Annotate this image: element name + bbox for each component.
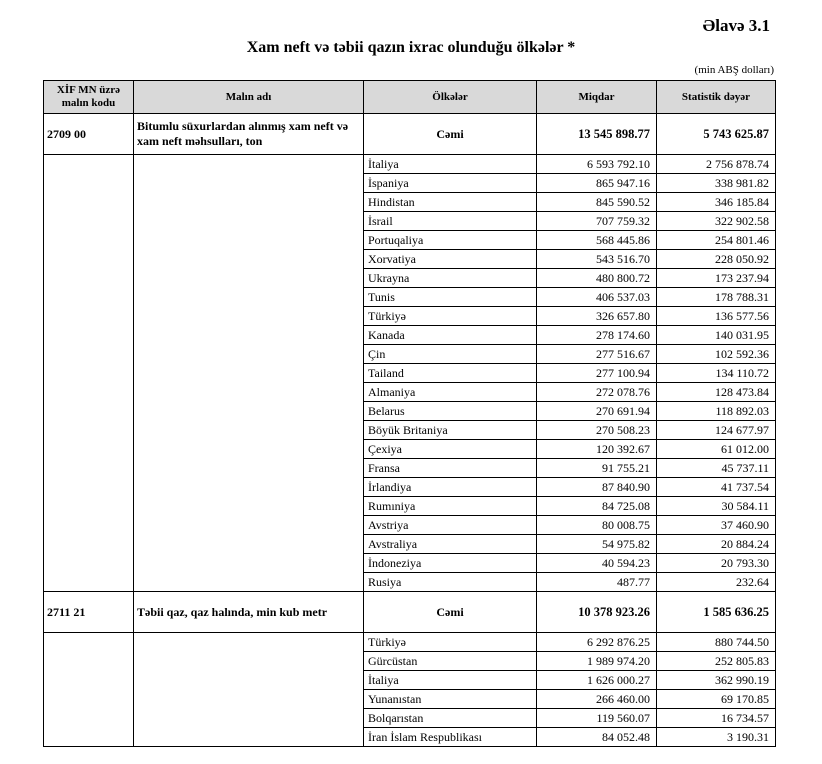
value-cell: 20 793.30 <box>657 554 776 573</box>
value-cell: 134 110.72 <box>657 364 776 383</box>
country-cell: Türkiyə <box>364 633 537 652</box>
country-cell: İndoneziya <box>364 554 537 573</box>
quantity-cell: 487.77 <box>537 573 657 592</box>
value-cell: 362 990.19 <box>657 671 776 690</box>
value-cell: 37 460.90 <box>657 516 776 535</box>
unit-note: (min ABŞ dolları) <box>694 64 774 76</box>
quantity-cell: 6 593 792.10 <box>537 155 657 174</box>
quantity-cell: 326 657.80 <box>537 307 657 326</box>
country-cell: İsrail <box>364 212 537 231</box>
total-quantity: 13 545 898.77 <box>537 114 657 155</box>
country-cell: Avstriya <box>364 516 537 535</box>
country-cell: Belarus <box>364 402 537 421</box>
country-cell: İspaniya <box>364 174 537 193</box>
country-cell: Rumıniya <box>364 497 537 516</box>
country-cell: Hindistan <box>364 193 537 212</box>
code-blank-cell <box>44 633 134 747</box>
code-blank-cell <box>44 155 134 592</box>
quantity-cell: 480 800.72 <box>537 269 657 288</box>
quantity-cell: 277 100.94 <box>537 364 657 383</box>
appendix-label: Əlavə 3.1 <box>702 16 770 35</box>
quantity-cell: 84 725.08 <box>537 497 657 516</box>
country-cell: Türkiyə <box>364 307 537 326</box>
quantity-cell: 120 392.67 <box>537 440 657 459</box>
value-cell: 346 185.84 <box>657 193 776 212</box>
value-cell: 228 050.92 <box>657 250 776 269</box>
quantity-cell: 87 840.90 <box>537 478 657 497</box>
product-blank-cell <box>134 633 364 747</box>
product-code: 2709 00 <box>44 114 134 155</box>
country-cell: Ukrayna <box>364 269 537 288</box>
quantity-cell: 277 516.67 <box>537 345 657 364</box>
product-code: 2711 21 <box>44 592 134 633</box>
country-cell: Almaniya <box>364 383 537 402</box>
total-label: Cəmi <box>364 592 537 633</box>
product-blank-cell <box>134 155 364 592</box>
column-header-code: XİF MN üzrə malın kodu <box>44 81 134 114</box>
country-cell: Rusiya <box>364 573 537 592</box>
quantity-cell: 6 292 876.25 <box>537 633 657 652</box>
title-footnote-mark: * <box>567 39 576 56</box>
quantity-cell: 272 078.76 <box>537 383 657 402</box>
country-cell: Tailand <box>364 364 537 383</box>
value-cell: 880 744.50 <box>657 633 776 652</box>
value-cell: 45 737.11 <box>657 459 776 478</box>
country-cell: Avstraliya <box>364 535 537 554</box>
column-header-value: Statistik dəyər <box>657 81 776 114</box>
value-cell: 128 473.84 <box>657 383 776 402</box>
value-cell: 322 902.58 <box>657 212 776 231</box>
country-cell: Çexiya <box>364 440 537 459</box>
quantity-cell: 1 989 974.20 <box>537 652 657 671</box>
quantity-cell: 707 759.32 <box>537 212 657 231</box>
quantity-cell: 543 516.70 <box>537 250 657 269</box>
country-cell: Böyük Britaniya <box>364 421 537 440</box>
quantity-cell: 270 691.94 <box>537 402 657 421</box>
quantity-cell: 91 755.21 <box>537 459 657 478</box>
country-cell: Portuqaliya <box>364 231 537 250</box>
product-name: Bitumlu süxurlardan alınmış xam neft və xam neft məhsulları, ton <box>134 114 364 155</box>
total-value: 1 585 636.25 <box>657 592 776 633</box>
quantity-cell: 568 445.86 <box>537 231 657 250</box>
country-cell: Gürcüstan <box>364 652 537 671</box>
column-header-quantity: Miqdar <box>537 81 657 114</box>
value-cell: 61 012.00 <box>657 440 776 459</box>
quantity-cell: 406 537.03 <box>537 288 657 307</box>
export-table <box>43 80 776 747</box>
quantity-cell: 278 174.60 <box>537 326 657 345</box>
product-name: Təbii qaz, qaz halında, min kub metr <box>134 592 364 633</box>
country-cell: Çin <box>364 345 537 364</box>
table-row <box>44 155 776 174</box>
value-cell: 118 892.03 <box>657 402 776 421</box>
value-cell: 140 031.95 <box>657 326 776 345</box>
value-cell: 16 734.57 <box>657 709 776 728</box>
value-cell: 254 801.46 <box>657 231 776 250</box>
value-cell: 232.64 <box>657 573 776 592</box>
value-cell: 102 592.36 <box>657 345 776 364</box>
page-title <box>0 39 822 57</box>
country-cell: İtaliya <box>364 671 537 690</box>
value-cell: 124 677.97 <box>657 421 776 440</box>
country-cell: Bolqarıstan <box>364 709 537 728</box>
quantity-cell: 266 460.00 <box>537 690 657 709</box>
quantity-cell: 40 594.23 <box>537 554 657 573</box>
value-cell: 3 190.31 <box>657 728 776 747</box>
quantity-cell: 845 590.52 <box>537 193 657 212</box>
value-cell: 338 981.82 <box>657 174 776 193</box>
header-row <box>44 81 776 114</box>
value-cell: 252 805.83 <box>657 652 776 671</box>
country-cell: İrlandiya <box>364 478 537 497</box>
title-text: Xam neft və təbii qazın ixrac olunduğu ölkələr <box>246 39 564 56</box>
total-label: Cəmi <box>364 114 537 155</box>
country-cell: Tunis <box>364 288 537 307</box>
value-cell: 30 584.11 <box>657 497 776 516</box>
total-quantity: 10 378 923.26 <box>537 592 657 633</box>
quantity-cell: 119 560.07 <box>537 709 657 728</box>
value-cell: 20 884.24 <box>657 535 776 554</box>
quantity-cell: 54 975.82 <box>537 535 657 554</box>
country-cell: Yunanıstan <box>364 690 537 709</box>
country-cell: Kanada <box>364 326 537 345</box>
quantity-cell: 865 947.16 <box>537 174 657 193</box>
value-cell: 2 756 878.74 <box>657 155 776 174</box>
country-cell: İtaliya <box>364 155 537 174</box>
section-total-row <box>44 114 776 155</box>
value-cell: 69 170.85 <box>657 690 776 709</box>
value-cell: 136 577.56 <box>657 307 776 326</box>
quantity-cell: 1 626 000.27 <box>537 671 657 690</box>
total-value: 5 743 625.87 <box>657 114 776 155</box>
section-total-row <box>44 592 776 633</box>
country-cell: Xorvatiya <box>364 250 537 269</box>
country-cell: İran İslam Respublikası <box>364 728 537 747</box>
table-row <box>44 633 776 652</box>
country-cell: Fransa <box>364 459 537 478</box>
quantity-cell: 80 008.75 <box>537 516 657 535</box>
value-cell: 41 737.54 <box>657 478 776 497</box>
column-header-countries: Ölkələr <box>364 81 537 114</box>
column-header-product: Malın adı <box>134 81 364 114</box>
value-cell: 178 788.31 <box>657 288 776 307</box>
quantity-cell: 270 508.23 <box>537 421 657 440</box>
value-cell: 173 237.94 <box>657 269 776 288</box>
quantity-cell: 84 052.48 <box>537 728 657 747</box>
